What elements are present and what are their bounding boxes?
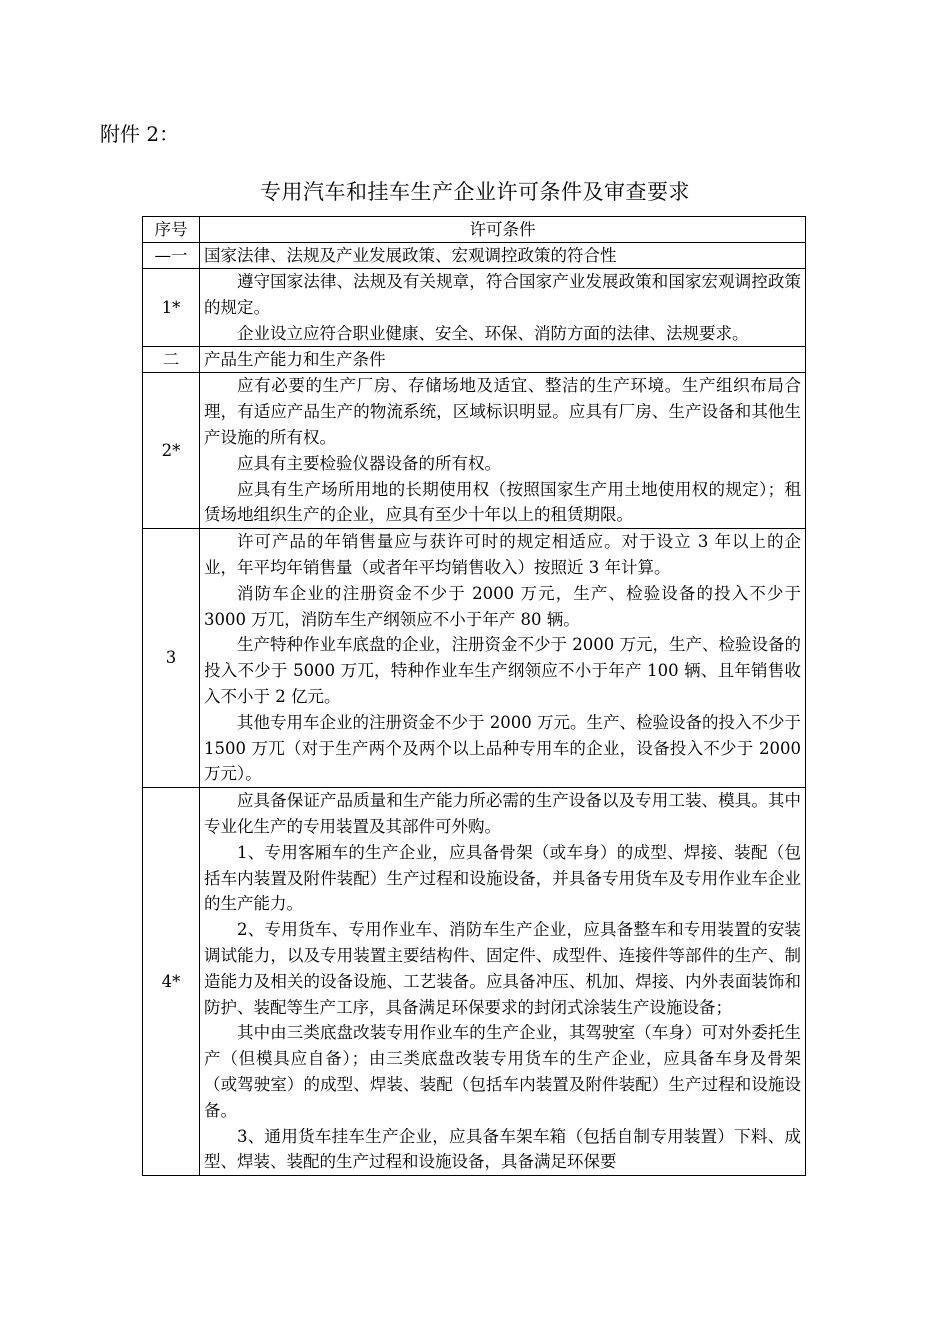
table-row <box>143 373 806 529</box>
section-1-text: 国家法律、法规及产业发展政策、宏观调控政策的符合性 <box>200 243 806 269</box>
table-row <box>143 529 806 788</box>
row-2-para-1: 应有必要的生产厂房、存储场地及适宜、整洁的生产环境。生产组织布局合理，有适应产品生产的物流系统，区域标识明显。应具有厂房、生产设备和其他生产设施的所有权。 <box>204 376 801 447</box>
section-2-num: 二 <box>143 347 200 373</box>
license-conditions-table <box>142 216 806 1176</box>
section-row-1 <box>143 243 806 269</box>
row-4-para-2: 1、专用客厢车的生产企业，应具备骨架（或车身）的成型、焊接、装配（包括车内装置及附件装配）生产过程和设施设备，并具备专用货车及专用作业车企业的生产能力。 <box>204 842 801 914</box>
row-2-num: 2* <box>143 373 200 529</box>
header-num: 序号 <box>143 217 200 243</box>
table-header-row <box>143 217 806 243</box>
table-row <box>143 269 806 347</box>
section-row-2 <box>143 347 806 373</box>
row-2-para-3: 应具有生产场所用地的长期使用权（按照国家生产用土地使用权的规定）；租赁场地组织生产的企业，应具有至少十年以上的租赁期限。 <box>204 479 801 525</box>
section-2-text: 产品生产能力和生产条件 <box>200 347 806 373</box>
row-3-para-3: 生产特种作业车底盘的企业，注册资金不少于 2000 万元，生产、检验设备的投入不少于 5000 万兀，特种作业车生产纲领应不小于年产 100 辆、且年销售收入不小于 2 亿元。 <box>204 635 801 706</box>
row-1-para-1: 遵守国家法律、法规及有关规章，符合国家产业发展政策和国家宏观调控政策的规定。 <box>204 272 801 317</box>
row-1-para-2: 企业设立应符合职业健康、安全、环保、消防方面的法律、法规要求。 <box>237 323 749 343</box>
row-2-para-2: 应具有主要检验仪器设备的所有权。 <box>237 453 501 473</box>
row-3-cond <box>200 529 806 788</box>
row-4-num: 4* <box>143 788 200 1176</box>
row-3-num: 3 <box>143 529 200 788</box>
table-row <box>143 788 806 1176</box>
section-1-num: —一 <box>143 243 200 269</box>
row-4-para-3: 2、专用货车、专用作业车、消防车生产企业，应具备整车和专用装置的安装调试能力，以及专用装置主要结构件、固定件、成型件、连接件等部件的生产、制造能力及相关的设备设施、工艺装备。应具备冲压、机加、焊接、内外表面装饰和防护、装配等生产工序，具备满足环保要求的封闭式涂装生产设施设备； <box>204 920 801 1017</box>
header-cond: 许可条件 <box>200 217 806 243</box>
row-1-cond <box>200 269 806 347</box>
row-3-para-2: 消防车企业的注册资金不少于 2000 万元，生产、检验设备的投入不少于 3000 万兀，消防车生产纲领应不小于年产 80 辆。 <box>204 583 801 629</box>
row-4-cond <box>200 788 806 1176</box>
attachment-label: 附件 2： <box>100 122 180 146</box>
row-2-cond <box>200 373 806 529</box>
row-4-para-5: 3、通用货车挂车生产企业，应具备车架车箱（包括自制专用装置）下料、成型、焊装、装配的生产过程和设施设备，具备满足环保要 <box>204 1126 801 1172</box>
document-title: 专用汽车和挂车生产企业许可条件及审查要求 <box>260 180 690 204</box>
row-3-para-4: 其他专用车企业的注册资金不少于 2000 万元。生产、检验设备的投入不少于 1500 万兀（对于生产两个及两个以上品种专用车的企业，设备投入不少于 2000 万元）。 <box>204 712 801 784</box>
row-1-num: 1* <box>143 269 200 347</box>
row-3-para-1: 许可产品的年销售量应与获许可时的规定相适应。对于设立 3 年以上的企业，年平均年销售量（或者年平均销售收入）按照近 3 年计算。 <box>204 532 801 577</box>
row-4-para-4: 其中由三类底盘改装专用作业车的生产企业，其驾驶室（车身）可对外委托生产（但模具应自备）；由三类底盘改装专用货车的生产企业，应具备车身及骨架（或驾驶室）的成型、焊装、装配（包括车内装置及附件装配）生产过程和设施设备。 <box>204 1023 801 1120</box>
row-4-para-1: 应具备保证产品质量和生产能力所必需的生产设备以及专用工装、模具。其中专业化生产的专用装置及其部件可外购。 <box>204 791 801 836</box>
